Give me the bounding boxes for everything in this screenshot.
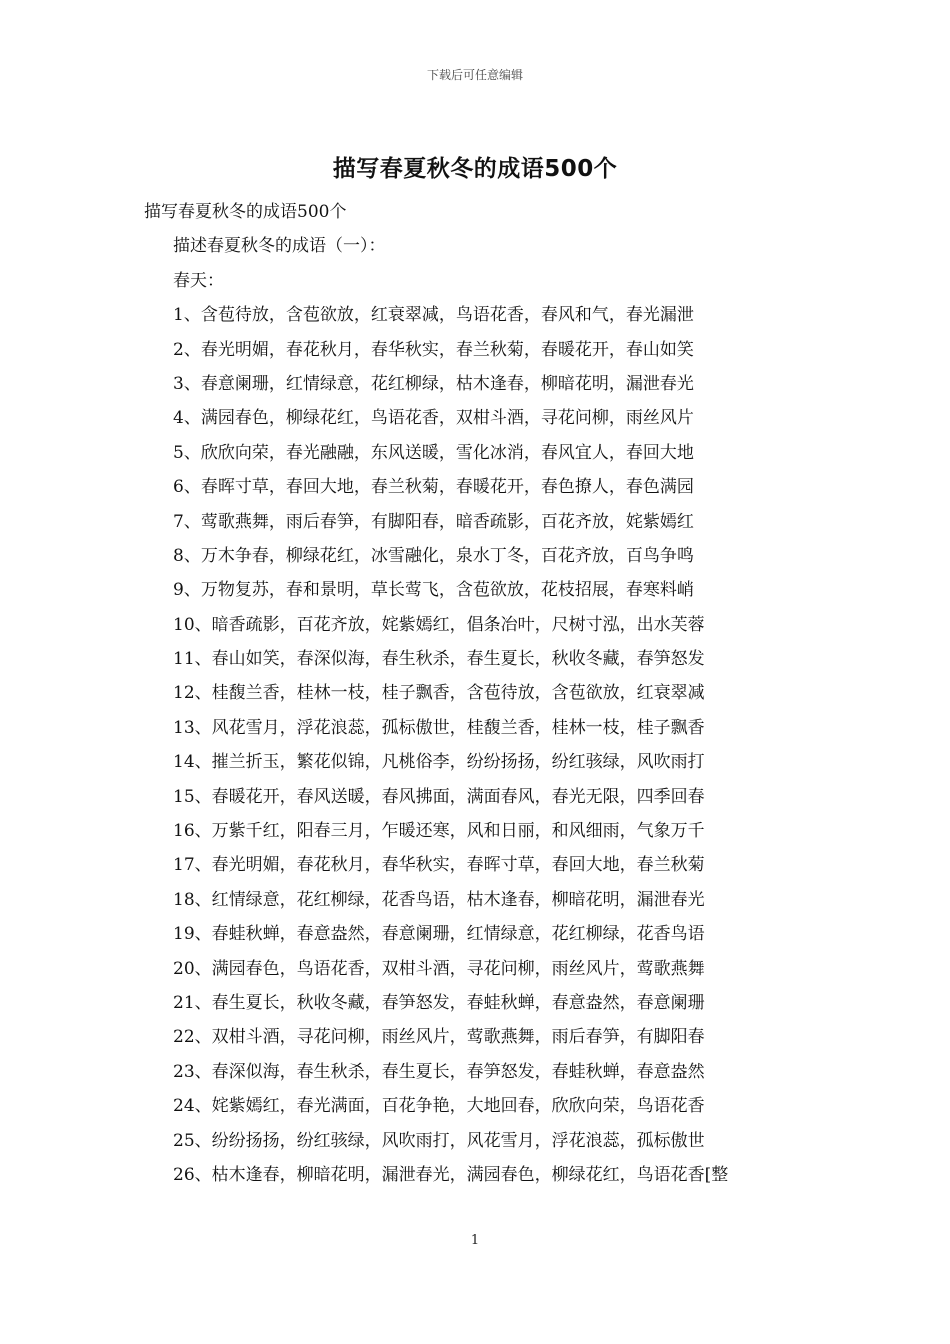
list-item: 20、满园春色，鸟语花香，双柑斗酒，寻花问柳，雨丝风片，莺歌燕舞 <box>173 958 705 979</box>
list-item: 8、万木争春，柳绿花红，冰雪融化，泉水丁冬，百花齐放，百鸟争鸣 <box>173 545 694 566</box>
list-item: 23、春深似海，春生秋杀，春生夏长，春笋怒发，春蛙秋蝉，春意盎然 <box>173 1061 705 1082</box>
list-item: 11、春山如笑，春深似海，春生秋杀，春生夏长，秋收冬藏，春笋怒发 <box>173 649 705 670</box>
list-item: 9、万物复苏，春和景明，草长莺飞，含苞欲放，花枝招展，春寒料峭 <box>173 580 694 601</box>
document-body <box>144 197 844 1194</box>
list-item: 17、春光明媚，春花秋月，春华秋实，春晖寸草，春回大地，春兰秋菊 <box>173 855 705 876</box>
list-item: 25、纷纷扬扬，纷红骇绿，风吹雨打，风花雪月，浮花浪蕊，孤标傲世 <box>173 1130 705 1151</box>
list-item: 22、双柑斗酒，寻花问柳，雨丝风片，莺歌燕舞，雨后春笋，有脚阳春 <box>173 1027 705 1048</box>
list-item: 1、含苞待放，含苞欲放，红衰翠减，鸟语花香，春风和气，春光漏泄 <box>173 305 694 326</box>
list-item: 18、红情绿意，花红柳绿，花香鸟语，枯木逢春，柳暗花明，漏泄春光 <box>173 889 705 910</box>
season-label: 春天： <box>173 270 224 291</box>
list-item: 6、春晖寸草，春回大地，春兰秋菊，春暖花开，春色撩人，春色满园 <box>173 477 694 498</box>
list-item: 16、万紫千红，阳春三月，乍暖还寒，风和日丽，和风细雨，气象万千 <box>173 821 705 842</box>
list-item: 14、摧兰折玉，繁花似锦，凡桃俗李，纷纷扬扬，纷红骇绿，风吹雨打 <box>173 752 705 773</box>
list-item: 7、莺歌燕舞，雨后春笋，有脚阳春，暗香疏影，百花齐放，姹紫嫣红 <box>173 511 694 532</box>
list-item: 5、欣欣向荣，春光融融，东风送暖，雪化冰消，春风宜人，春回大地 <box>173 442 694 463</box>
page-header: 下载后可任意编辑 <box>426 68 523 82</box>
list-item: 26、枯木逢春，柳暗花明，漏泄春光，满园春色，柳绿花红，鸟语花香[整 <box>173 1164 729 1185</box>
document-subtitle: 描写春夏秋冬的成语500个 <box>144 202 347 222</box>
page-number: 1 <box>470 1233 480 1248</box>
list-item: 4、满园春色，柳绿花红，鸟语花香，双柑斗酒，寻花问柳，雨丝风片 <box>173 408 694 429</box>
list-item: 21、春生夏长，秋收冬藏，春笋怒发，春蛙秋蝉，春意盎然，春意阑珊 <box>173 992 705 1013</box>
section-heading: 描述春夏秋冬的成语（一）： <box>173 236 386 257</box>
list-item: 2、春光明媚，春花秋月，春华秋实，春兰秋菊，春暖花开，春山如笑 <box>173 339 694 360</box>
list-item: 10、暗香疏影，百花齐放，姹紫嫣红，倡条冶叶，尺树寸泓，出水芙蓉 <box>173 614 705 635</box>
list-item: 15、春暖花开，春风送暖，春风拂面，满面春风，春光无限，四季回春 <box>173 786 705 807</box>
idiom-list <box>144 300 844 1194</box>
list-item: 24、姹紫嫣红，春光满面，百花争艳，大地回春，欣欣向荣，鸟语花香 <box>173 1096 705 1117</box>
list-item: 19、春蛙秋蝉，春意盎然，春意阑珊，红情绿意，花红柳绿，花香鸟语 <box>173 924 705 945</box>
list-item: 12、桂馥兰香，桂林一枝，桂子飘香，含苞待放，含苞欲放，红衰翠减 <box>173 683 705 704</box>
list-item: 13、风花雪月，浮花浪蕊，孤标傲世，桂馥兰香，桂林一枝，桂子飘香 <box>173 717 705 738</box>
document-title: 描写春夏秋冬的成语500个 <box>332 156 618 182</box>
list-item: 3、春意阑珊，红情绿意，花红柳绿，枯木逢春，柳暗花明，漏泄春光 <box>173 373 694 394</box>
